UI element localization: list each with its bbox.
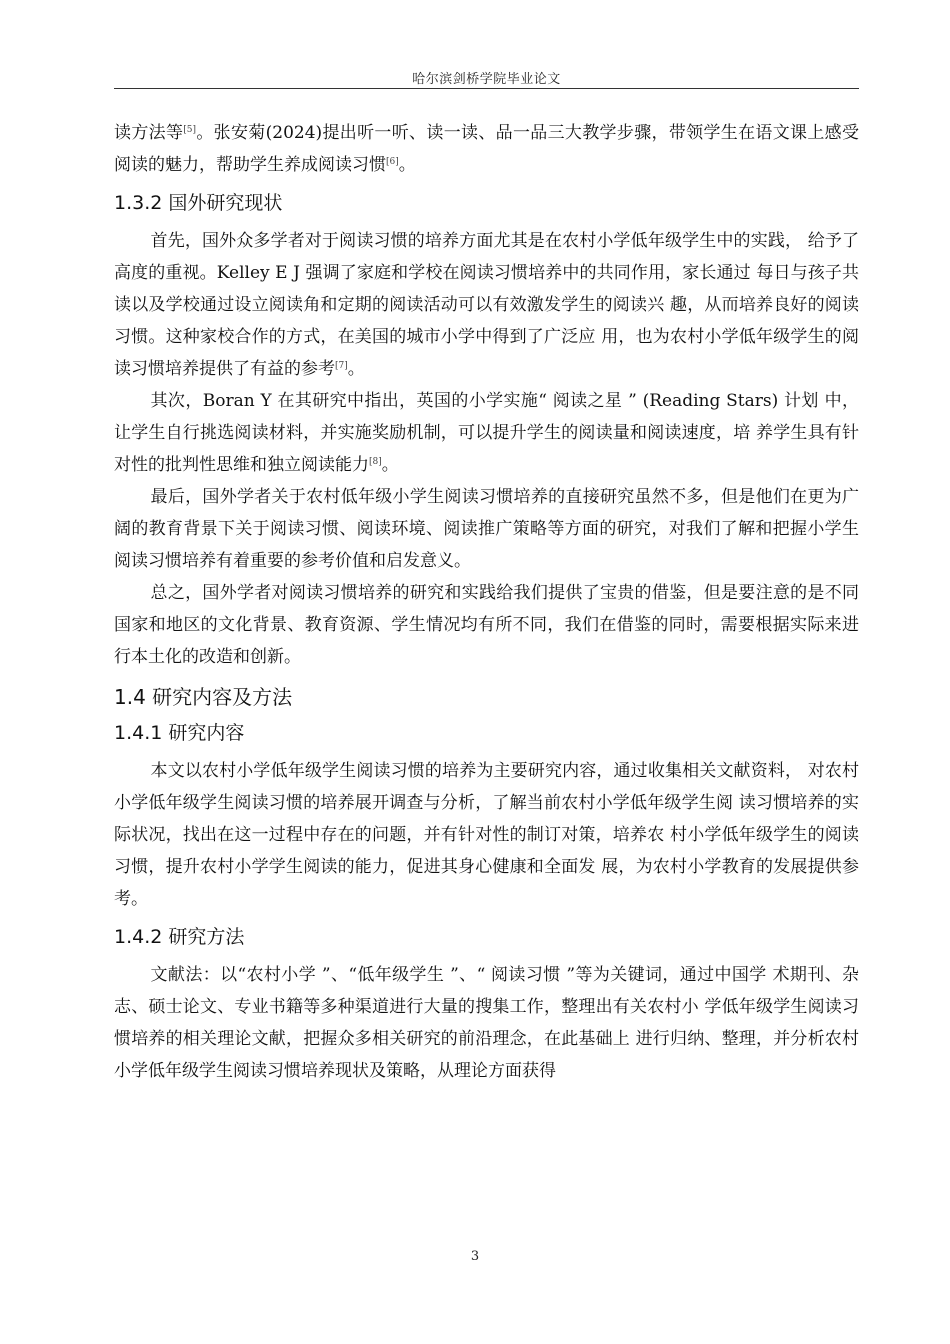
paragraph-text: 读方法等 [114,123,184,143]
paragraph-research-content: 本文以农村小学低年级学生阅读习惯的培养为主要研究内容，通过收集相关文献资料， 对农村小学低年级学生阅读习惯的培养展开调查与分析，了解当前农村小学低年级学生阅 读习惯培养的实际状况，找出在这一过程中存在的问题，并有针对性的制订对策，培养农 村小学低年级学生的阅读习惯，提升农村小学学生阅读的能力，促进其身心健康和全面发 展，为农村小学教育的发展提供参考。 [114,761,859,909]
citation-7: [7] [335,361,348,371]
paragraph-research-method: 文献法：以“农村小学 ”、“低年级学生 ”、“ 阅读习惯 ”等为关键词，通过中国学 术期刊、杂志、硕士论文、专业书籍等多种渠道进行大量的搜集工作，整理出有关农村小 学低年级学生阅读习惯培养的相关理论文献，把握众多相关研究的前沿理念，在此基础上 进行归纳、整理，并分析农村小学低年级学生阅读习惯培养现状及策略，从理论方面获得 [114,965,859,1081]
citation-6: [6] [386,157,399,167]
citation-8: [8] [369,457,382,467]
running-header: 哈尔滨剑桥学院毕业论文 [412,72,561,87]
page-number: 3 [470,1249,480,1264]
paragraph-text: 。 [347,359,365,379]
paragraph-foreign-2 [114,385,859,481]
paragraph-text: 。 [381,455,399,475]
paragraph-foreign-3: 最后，国外学者关于农村低年级小学生阅读习惯培养的直接研究虽然不多，但是他们在更为广阔的教育背景下关于阅读习惯、阅读环境、阅读推广策略等方面的研究，对我们了解和把握小学生阅读习惯培养有着重要的参考价值和启发意义。 [114,487,859,571]
heading-1-4-2: 1.4.2 研究方法 [114,926,245,948]
page-body [114,117,859,1087]
paragraph-summary: 总之，国外学者对阅读习惯培养的研究和实践给我们提供了宝贵的借鉴，但是要注意的是不同国家和地区的文化背景、教育资源、学生情况均有所不同，我们在借鉴的同时，需要根据实际来进行本土化的改造和创新。 [114,583,859,667]
header-rule [114,88,859,89]
paragraph-text: 其次，Boran Y 在其研究中指出，英国的小学实施“ 阅读之星 ” (Reading Stars) 计划 中，让学生自行挑选阅读材料，并实施奖励机制，可以提升学生的阅读量和阅读速度，培 养学生具有针对性的批判性思维和独立阅读能力 [114,391,859,475]
heading-1-4-1: 1.4.1 研究内容 [114,722,245,744]
paragraph-text: 。 [398,155,416,175]
paragraph-text: 首先，国外众多学者对于阅读习惯的培养方面尤其是在农村小学低年级学生中的实践， 给予了高度的重视。Kelley E J 强调了家庭和学校在阅读习惯培养中的共同作用，家长通过 每日与孩子共读以及学校通过设立阅读角和定期的阅读活动可以有效激发学生的阅读兴 趣，从而培养良好的阅读习惯。这种家校合作的方式，在美国的城市小学中得到了广泛应 用，也为农村小学低年级学生的阅读习惯培养提供了有益的参考 [114,231,859,379]
heading-1-4: 1.4 研究内容及方法 [114,685,293,709]
heading-1-3-2: 1.3.2 国外研究现状 [114,192,283,214]
paragraph-foreign-1 [114,225,859,385]
paragraph-continued [114,117,859,181]
paragraph-text: 。张安菊(2024)提出听一听、读一读、品一品三大教学步骤，带领学生在语文课上感受阅读的魅力，帮助学生养成阅读习惯 [114,123,860,175]
citation-5: [5] [183,125,197,135]
